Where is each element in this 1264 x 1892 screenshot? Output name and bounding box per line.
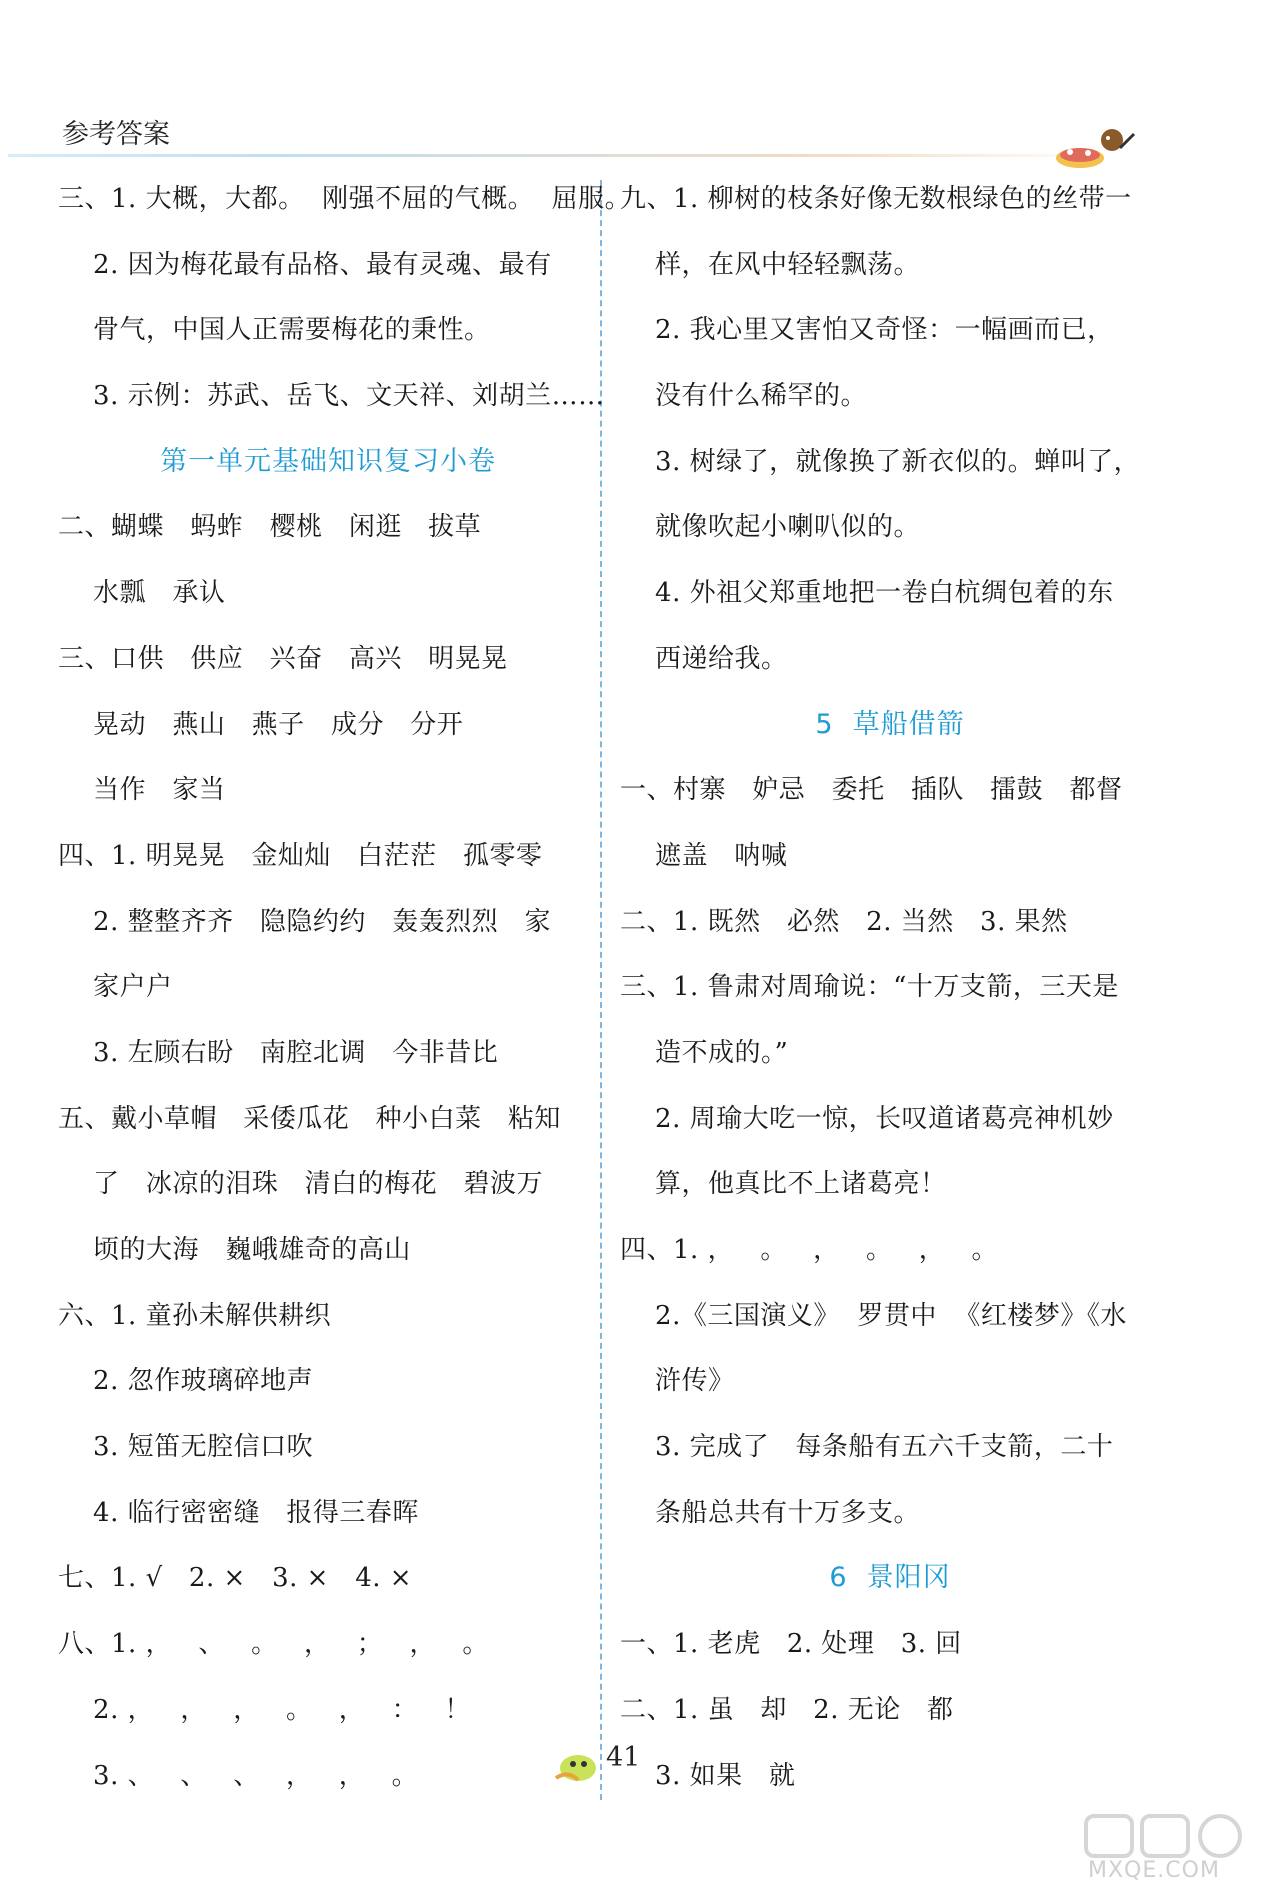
- answer-line: 晃动 燕山 燕子 成分 分开: [58, 709, 464, 740]
- answer-line: 三、口供 供应 兴奋 高兴 明晃晃: [58, 643, 508, 674]
- answer-line: 2. 因为梅花最有品格、最有灵魂、最有: [58, 249, 552, 280]
- answer-line: 水瓢 承认: [58, 578, 226, 609]
- answer-line: 骨气，中国人正需要梅花的秉性。: [58, 315, 491, 346]
- answer-line: 二、1. 既然 必然 2. 当然 3. 果然: [620, 906, 1068, 937]
- column-divider: [600, 180, 602, 1800]
- answer-line: 就像吹起小喇叭似的。: [620, 512, 921, 543]
- answer-line: 三、1. 鲁肃对周瑜说：“十万支箭，三天是: [620, 972, 1119, 1003]
- answer-line: 2. 忽作玻璃碎地声: [58, 1366, 314, 1397]
- answer-line: 二、蝴蝶 蚂蚱 樱桃 闲逛 拔草: [58, 512, 482, 543]
- page-mascot-icon: [548, 1738, 608, 1788]
- section-heading: 6 景阳冈: [829, 1562, 951, 1594]
- answer-line: 3. 左顾右盼 南腔北调 今非昔比: [58, 1037, 499, 1068]
- answer-line: 3. 短笛无腔信口吹: [58, 1432, 314, 1463]
- page-header-title: 参考答案: [62, 119, 170, 150]
- answer-line: 四、1. 明晃晃 金灿灿 白茫茫 孤零零: [58, 840, 543, 871]
- section-heading: 第一单元基础知识复习小卷: [160, 445, 496, 477]
- answer-line: 西递给我。: [620, 643, 788, 674]
- answer-line: 四、1. ， 。 ， 。 ， 。: [620, 1235, 999, 1265]
- page-number: 41: [606, 1742, 641, 1773]
- answer-line: 五、戴小草帽 采倭瓜花 种小白菜 粘知: [58, 1103, 561, 1134]
- answer-line: 2.《三国演义》 罗贯中 《红楼梦》《水: [620, 1300, 1127, 1331]
- answer-line: 3. 示例：苏武、岳飞、文天祥、刘胡兰……: [58, 381, 605, 412]
- answer-line: 3. 完成了 每条船有五六千支箭，二十: [620, 1432, 1114, 1463]
- answer-line: 六、1. 童孙未解供耕织: [58, 1300, 332, 1331]
- answer-line: 3. 、 、 、 ， ， 。: [58, 1760, 419, 1791]
- answer-line: 八、1. ， 、 。 ， ； ， 。: [58, 1629, 489, 1660]
- answer-line: 2. 整整齐齐 隐隐约约 轰轰烈烈 家: [58, 906, 552, 937]
- answer-line: 2. 我心里又害怕又奇怪：一幅画而已，: [620, 315, 1114, 346]
- answer-line: 造不成的。”: [620, 1037, 789, 1068]
- answer-line: 2. 周瑜大吃一惊，长叹道诸葛亮神机妙: [620, 1103, 1114, 1134]
- answer-line: 条船总共有十万多支。: [620, 1497, 921, 1528]
- answer-line: 二、1. 虽 却 2. 无论 都: [620, 1694, 954, 1725]
- answer-line: 遮盖 呐喊: [620, 840, 788, 871]
- header-rule: [8, 154, 1108, 157]
- answer-line: 七、1. √ 2. × 3. × 4. ×: [58, 1563, 413, 1594]
- answer-line: 样，在风中轻轻飘荡。: [620, 249, 921, 280]
- answer-line: 浒传》: [620, 1366, 735, 1397]
- answer-line: 3. 如果 就: [620, 1760, 796, 1791]
- answer-line: 2. ， ， ， 。 ， ： ！: [58, 1694, 471, 1725]
- answer-line: 没有什么稀罕的。: [620, 381, 868, 412]
- mascot-icon: [1050, 118, 1140, 178]
- answer-line: 当作 家当: [58, 775, 226, 806]
- answer-line: 九、1. 柳树的枝条好像无数根绿色的丝带一: [620, 184, 1132, 214]
- right-answer-column: [620, 175, 1160, 1817]
- watermark-text: MXQE.COM: [1088, 1858, 1220, 1883]
- answer-line: 3. 树绿了，就像换了新衣似的。蝉叫了，: [620, 446, 1141, 477]
- answer-line: 一、村寨 妒忌 委托 插队 擂鼓 都督: [620, 775, 1123, 806]
- answer-line: 4. 临行密密缝 报得三春晖: [58, 1497, 419, 1528]
- answer-line: 家户户: [58, 972, 173, 1003]
- answer-line: 顷的大海 巍峨雄奇的高山: [58, 1235, 411, 1265]
- section-heading: 5 草船借箭: [815, 708, 965, 740]
- answer-line: 算，他真比不上诸葛亮！: [620, 1169, 947, 1200]
- answer-line: 一、1. 老虎 2. 处理 3. 回: [620, 1629, 962, 1660]
- answer-line: 了 冰凉的泪珠 清白的梅花 碧波万: [58, 1169, 543, 1200]
- answer-line: 三、1. 大概，大都。 刚强不屈的气概。 屈服。: [58, 184, 632, 214]
- answer-line: 4. 外祖父郑重地把一卷白杭绸包着的东: [620, 578, 1114, 609]
